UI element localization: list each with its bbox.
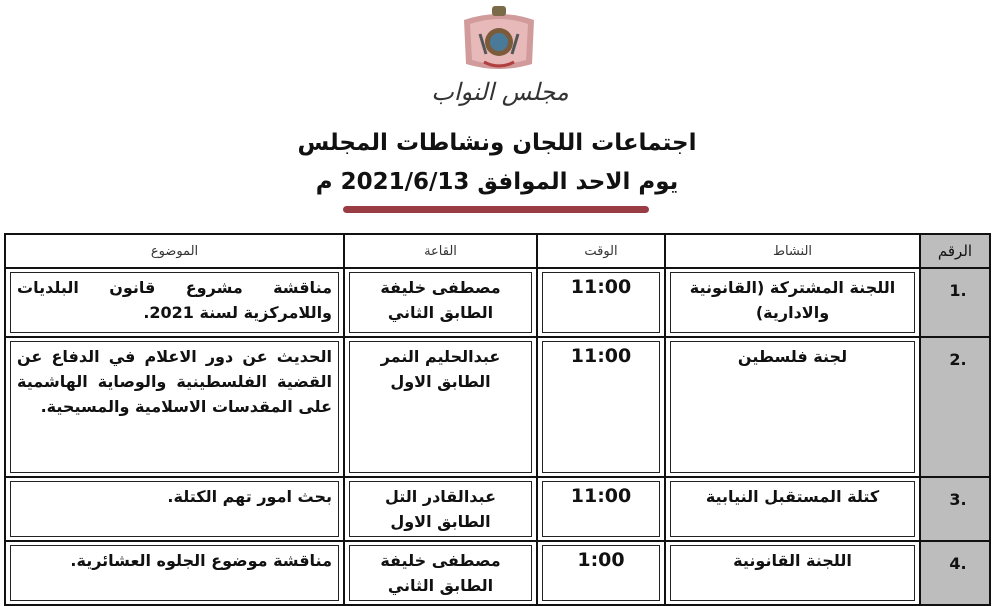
row-number: 2. bbox=[920, 337, 990, 477]
row-number: 1. bbox=[920, 268, 990, 337]
header-activity: النشاط bbox=[665, 234, 920, 268]
header-num: الرقم bbox=[920, 234, 990, 268]
title-divider bbox=[343, 206, 649, 213]
parliament-logo-text: مجلس النواب bbox=[431, 78, 569, 106]
row-hall: عبدالقادر التل الطابق الاول bbox=[349, 481, 532, 537]
table-row bbox=[5, 268, 990, 337]
table-row bbox=[5, 337, 990, 477]
header-hall: القاعة bbox=[344, 234, 537, 268]
page-subtitle-date: يوم الاحد الموافق 2021/6/13 م bbox=[315, 169, 679, 195]
table-row bbox=[5, 541, 990, 605]
row-time: 1:00 bbox=[542, 545, 660, 601]
row-activity: اللجنة المشتركة (القانونية والادارية) bbox=[670, 272, 915, 333]
row-time: 11:00 bbox=[542, 341, 660, 473]
schedule-table bbox=[4, 233, 991, 606]
row-hall: عبدالحليم النمر الطابق الاول bbox=[349, 341, 532, 473]
page-title: اجتماعات اللجان ونشاطات المجلس bbox=[297, 130, 697, 156]
jordan-crest-icon bbox=[456, 4, 542, 76]
row-hall: مصطفى خليفة الطابق الثاني bbox=[349, 272, 532, 333]
row-time: 11:00 bbox=[542, 272, 660, 333]
row-activity: لجنة فلسطين bbox=[670, 341, 915, 473]
header-time: الوقت bbox=[537, 234, 665, 268]
row-activity: اللجنة القانونية bbox=[670, 545, 915, 601]
row-subject: الحديث عن دور الاعلام في الدفاع عن القضية الفلسطينية والوصاية الهاشمية على المقدسات الاسلامية والمسيحية. bbox=[10, 341, 339, 473]
row-number: 3. bbox=[920, 477, 990, 541]
row-hall: مصطفى خليفة الطابق الثاني bbox=[349, 545, 532, 601]
table-header-row bbox=[5, 234, 990, 268]
header-subject: الموضوع bbox=[5, 234, 344, 268]
row-subject: مناقشة مشروع قانون البلديات واللامركزية لسنة 2021. bbox=[10, 272, 339, 333]
row-time: 11:00 bbox=[542, 481, 660, 537]
row-activity: كتلة المستقبل النيابية bbox=[670, 481, 915, 537]
row-subject: بحث امور تهم الكتلة. bbox=[10, 481, 339, 537]
row-subject: مناقشة موضوع الجلوه العشائرية. bbox=[10, 545, 339, 601]
row-number: 4. bbox=[920, 541, 990, 605]
table-row bbox=[5, 477, 990, 541]
